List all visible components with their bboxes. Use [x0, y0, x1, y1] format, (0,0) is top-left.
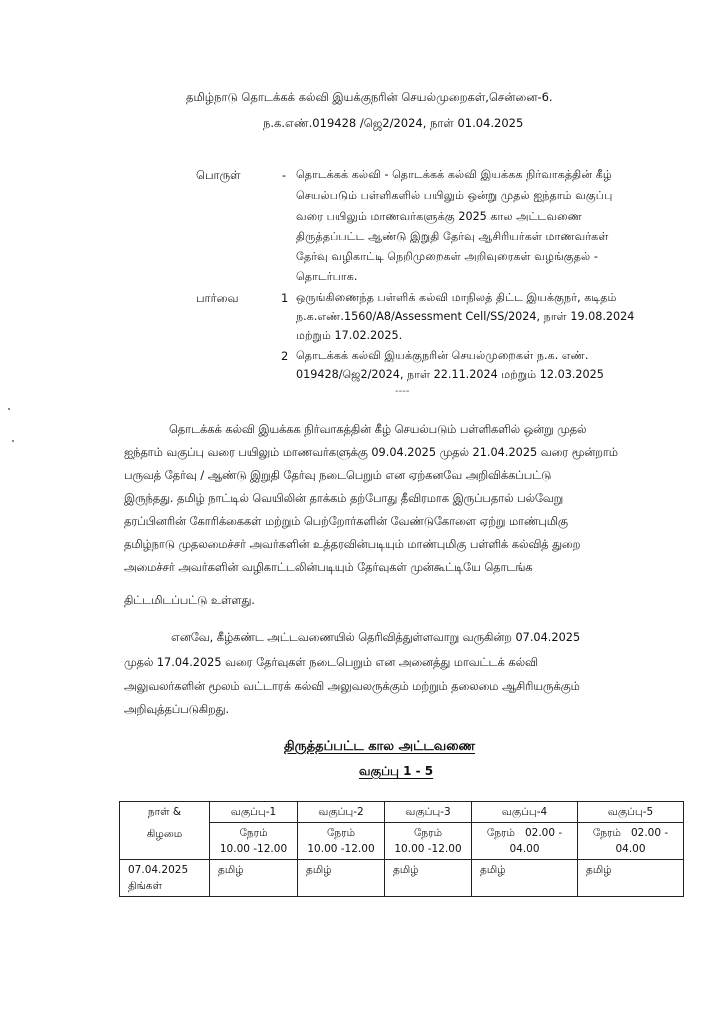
subject-line: தொடக்கக் கல்வி - தொடக்கக் கல்வி இயக்கக நிர்வாகத்தின் கீழ்	[296, 168, 612, 181]
paragraph-line: அலுவலர்களின் மூலம் வட்டாரக் கல்வி அலுவலருக்கும் மற்றும் தலைமை ஆசிரியருக்கும்	[124, 680, 580, 693]
time-label: நேரம்	[413, 827, 443, 839]
exam-timetable	[119, 801, 684, 897]
reference-line: 019428/ஜெ2/2024, நாள் 22.11.2024 மற்றும் 12.03.2025	[296, 368, 604, 381]
reference-number-line: ந.க.எண்.019428 /ஜெ2/2024, நாள் 01.04.2025	[263, 116, 524, 130]
reference-line: ஒருங்கிணைந்த பள்ளிக் கல்வி மாநிலத் திட்ட இயக்குநர், கடிதம்	[296, 291, 617, 304]
subject-line: திருத்தப்பட்ட ஆண்டு இறுதி தேர்வு ஆசிரியர்கள் மாணவர்கள்	[296, 230, 609, 243]
time-range: 10.00 -12.00	[394, 843, 462, 855]
time-cell	[472, 823, 578, 860]
timetable-header-row	[120, 802, 684, 823]
time-range-end: 04.00	[509, 843, 540, 855]
paragraph-line: பருவத் தேர்வு / ஆண்டு இறுதி தேர்வு நடைபெறும் என ஏற்கனவே அறிவிக்கப்பட்டு	[124, 469, 552, 482]
reference-line: தொடக்கக் கல்வி இயக்குநரின் செயல்முறைகள் ந.க. எண்.	[296, 349, 589, 362]
timetable-row	[120, 860, 684, 897]
subject-cell: தமிழ்	[578, 860, 684, 897]
paragraph-line: தரப்பினரின் கோரிக்கைகள் மற்றும் பெற்றோர்களின் வேண்டுகோளை ஏற்று மாண்புமிகு	[124, 515, 568, 528]
timetable-title: திருத்தப்பட்ட கால அட்டவணை	[284, 739, 476, 754]
reference-number: 2	[281, 349, 289, 363]
class-header: வகுப்பு-5	[578, 802, 684, 823]
paragraph-line: அறிவுத்தப்படுகிறது.	[124, 703, 230, 716]
day-header-label: கிழமை	[146, 828, 183, 840]
class-header: வகுப்பு-3	[385, 802, 472, 823]
time-label: நேரம்	[239, 827, 268, 839]
paragraph-line: முதல் 17.04.2025 வரை தேர்வுகள் நடைபெறும் என அனைத்து மாவட்டக் கல்வி	[124, 656, 538, 669]
time-label: நேரம்	[326, 827, 356, 839]
time-label: நேரம்	[592, 827, 621, 839]
paragraph-line: ஐந்தாம் வகுப்பு வரை பயிலும் மாணவர்களுக்கு 09.04.2025 முதல் 21.04.2025 வரை மூன்றாம்	[124, 446, 618, 459]
subject-label: பொருள்	[196, 168, 241, 182]
document-header-title: தமிழ்நாடு தொடக்கக் கல்வி இயக்குநரின் செயல்முறைகள்,சென்னை-6.	[186, 90, 553, 104]
subject-cell: தமிழ்	[298, 860, 385, 897]
reference-line: மற்றும் 17.02.2025.	[296, 329, 403, 342]
subject-line: செயல்படும் பள்ளிகளில் பயிலும் ஒன்று முதல் ஐந்தாம் வகுப்பு	[296, 189, 613, 202]
time-range: 10.00 -12.00	[307, 843, 375, 855]
reference-line: ந.க.எண்.1560/A8/Assessment Cell/SS/2024, நாள் 19.08.2024	[296, 310, 635, 323]
time-range: 10.00 -12.00	[219, 843, 288, 855]
paragraph-line: இருந்தது. தமிழ் நாட்டில் வெயிலின் தாக்கம் தற்போது தீவிரமாக இருப்பதால் பல்வேறு	[124, 492, 564, 505]
time-range-start: 02.00 -	[524, 827, 563, 839]
paragraph-line: தமிழ்நாடு முதலமைச்சர் அவர்களின் உத்தரவின்படியும் மாண்புமிகு பள்ளிக் கல்வித் துறை	[124, 538, 581, 551]
subject-cell: தமிழ்	[472, 860, 578, 897]
class-header: வகுப்பு-4	[472, 802, 578, 823]
date-day-header	[120, 802, 210, 860]
time-cell	[385, 823, 472, 860]
reference-label: பார்வை	[196, 291, 239, 305]
time-cell	[210, 823, 298, 860]
subject-line: தொடர்பாக.	[296, 270, 358, 283]
time-cell	[298, 823, 385, 860]
paragraph-line: தொடக்கக் கல்வி இயக்கக நிர்வாகத்தின் கீழ் செயல்படும் பள்ளிகளில் ஒன்று முதல்	[169, 423, 587, 436]
subject-separator: -	[282, 168, 287, 182]
time-label: நேரம்	[486, 827, 515, 839]
reference-number: 1	[281, 291, 289, 305]
date-day-cell	[120, 860, 210, 897]
subject-line: வரை பயிலும் மாணவர்களுக்கு 2025 கால அட்டவணை	[296, 210, 582, 223]
subject-cell: தமிழ்	[210, 860, 298, 897]
class-header: வகுப்பு-2	[298, 802, 385, 823]
time-cell	[578, 823, 684, 860]
paragraph-line: எனவே, கீழ்கண்ட அட்டவணையில் தெரிவித்துள்ளவாறு வருகின்ற 07.04.2025	[171, 631, 581, 644]
subject-cell: தமிழ்	[385, 860, 472, 897]
scan-speck	[12, 440, 14, 442]
paragraph-line: திட்டமிடப்பட்டு உள்ளது.	[124, 594, 255, 607]
subject-line: தேர்வு வழிகாட்டி நெறிமுறைகள் அறிவுரைகள் வழங்குதல் -	[296, 250, 598, 263]
exam-day: திங்கள்	[128, 880, 162, 892]
class-header: வகுப்பு-1	[210, 802, 298, 823]
reference-end-mark: ----	[395, 386, 410, 397]
scan-speck	[8, 408, 10, 410]
timetable-subtitle: வகுப்பு 1 - 5	[359, 764, 434, 778]
time-range-start: 02.00 -	[630, 827, 669, 839]
date-header-label: நாள் &	[147, 806, 182, 818]
time-range-end: 04.00	[615, 843, 646, 855]
paragraph-line: அமைச்சர் அவர்களின் வழிகாட்டலின்படியும் தேர்வுகள் முன்கூட்டியே தொடங்க	[124, 561, 533, 574]
exam-date: 07.04.2025	[128, 864, 189, 876]
